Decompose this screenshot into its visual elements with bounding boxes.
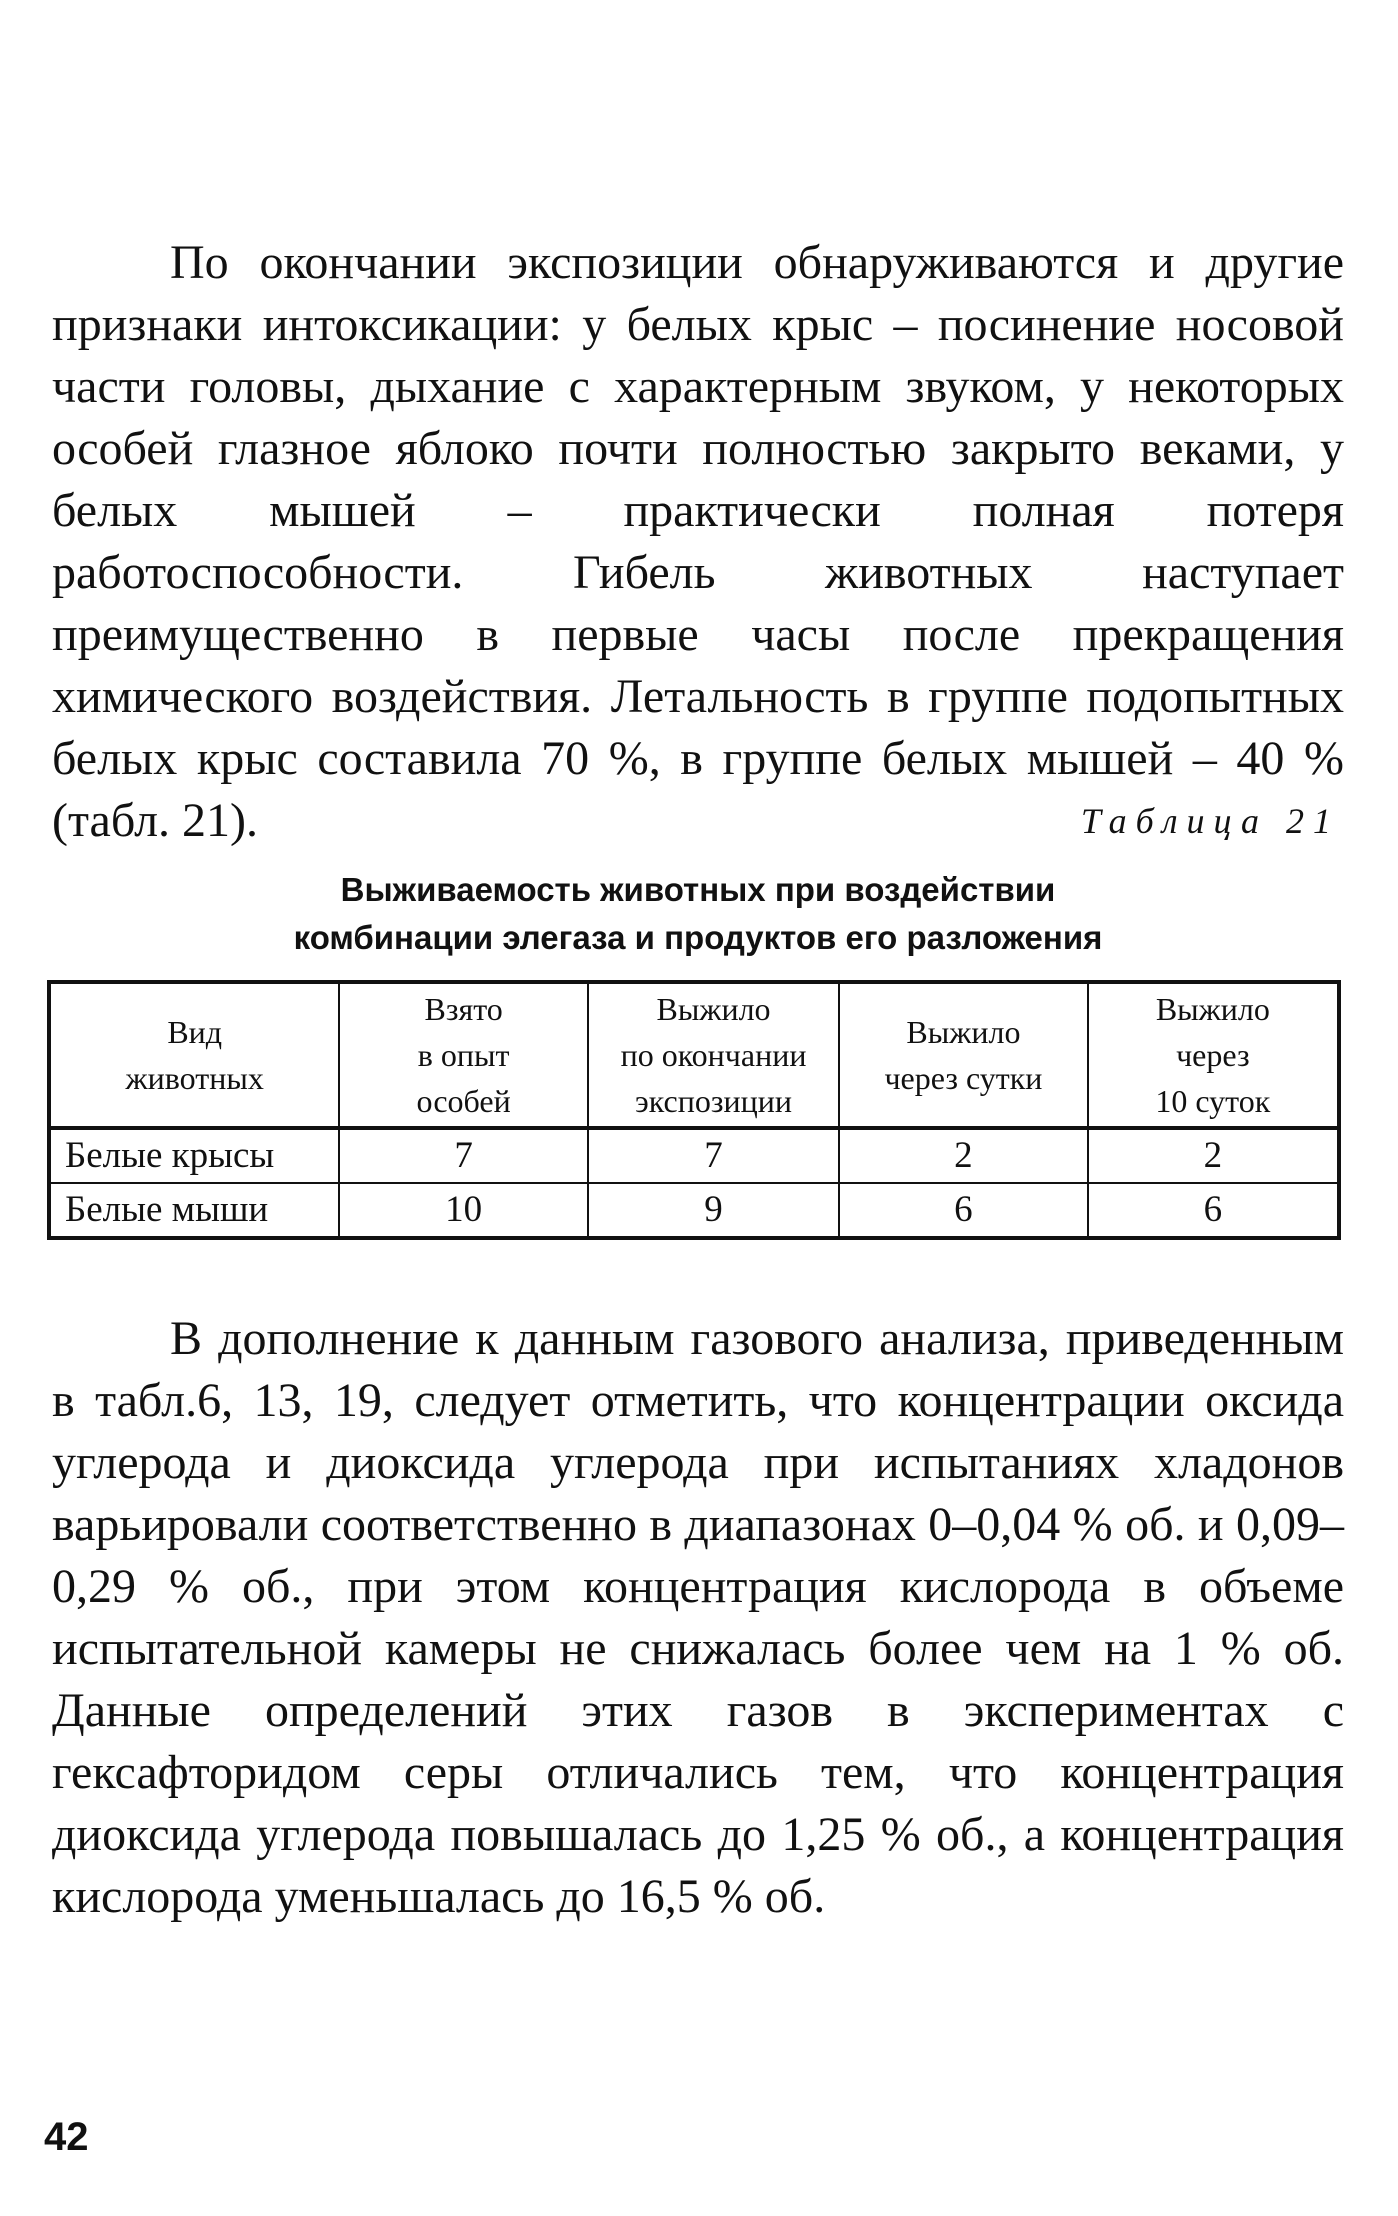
survival-table (47, 980, 1341, 1240)
table-cell: 2 (1088, 1128, 1339, 1183)
page-number: 42 (44, 2115, 89, 2159)
table-cell: 9 (588, 1183, 839, 1238)
table-cell: 10 (339, 1183, 588, 1238)
table-title-line-1: Выживаемость животных при воздействии (340, 871, 1056, 908)
header-taken: Взято в опыт особей (339, 982, 588, 1128)
table-cell: 7 (339, 1128, 588, 1183)
header-survived-exposure: Выжило по окончании экспозиции (588, 982, 839, 1128)
table-title-line-2: комбинации элегаза и продуктов его разложения (293, 919, 1103, 956)
table-cell: 7 (588, 1128, 839, 1183)
table-cell: 6 (1088, 1183, 1339, 1238)
header-animal-type: Вид животных (49, 982, 339, 1128)
table-caption: Таблица 21 (1080, 801, 1340, 841)
table-header-row (49, 982, 1339, 1128)
table-cell: 6 (839, 1183, 1088, 1238)
table-cell: Белые мыши (49, 1183, 339, 1238)
table-cell: Белые крысы (49, 1128, 339, 1183)
table-row (49, 1183, 1339, 1238)
table-cell: 2 (839, 1128, 1088, 1183)
paragraph-1-text: По окончании экспозиции обнаруживаются и другие признаки интоксикации: у белых крыс – посинение носовой части головы, дыхание с характерным звуком, у некоторых особей глазное яблоко почти полностью закрыто веками, у белых мышей – практически полная потеря работоспособности. Гибель животных наступает преимущественно в первые часы после прекращения химического воздействия. Летальность в группе подопытных белых крыс составила 70 %, в группе белых мышей – 40 % (табл. 21). (52, 236, 1344, 847)
paragraph-2 (52, 1308, 1344, 1928)
header-survived-day: Выжило через сутки (839, 982, 1088, 1128)
paragraph-2-text: В дополнение к данным газового анализа, приведенным в табл.6, 13, 19, следует отметить, что концентрации оксида углерода и диоксида углерода при испытаниях хладонов варьировали соответственно в диапазонах 0–0,04 % об. и 0,09–0,29 % об., при этом концентрация кислорода в объеме испытательной камеры не снижалась более чем на 1 % об. Данные определений этих газов в экспериментах с гексафторидом серы отличались тем, что концентрация диоксида углерода повышалась до 1,25 % об., а концентрация кислорода уменьшалась до 16,5 % об. (52, 1312, 1344, 1923)
table-row (49, 1128, 1339, 1183)
paragraph-1 (52, 232, 1344, 852)
header-survived-10-days: Выжило через 10 суток (1088, 982, 1339, 1128)
